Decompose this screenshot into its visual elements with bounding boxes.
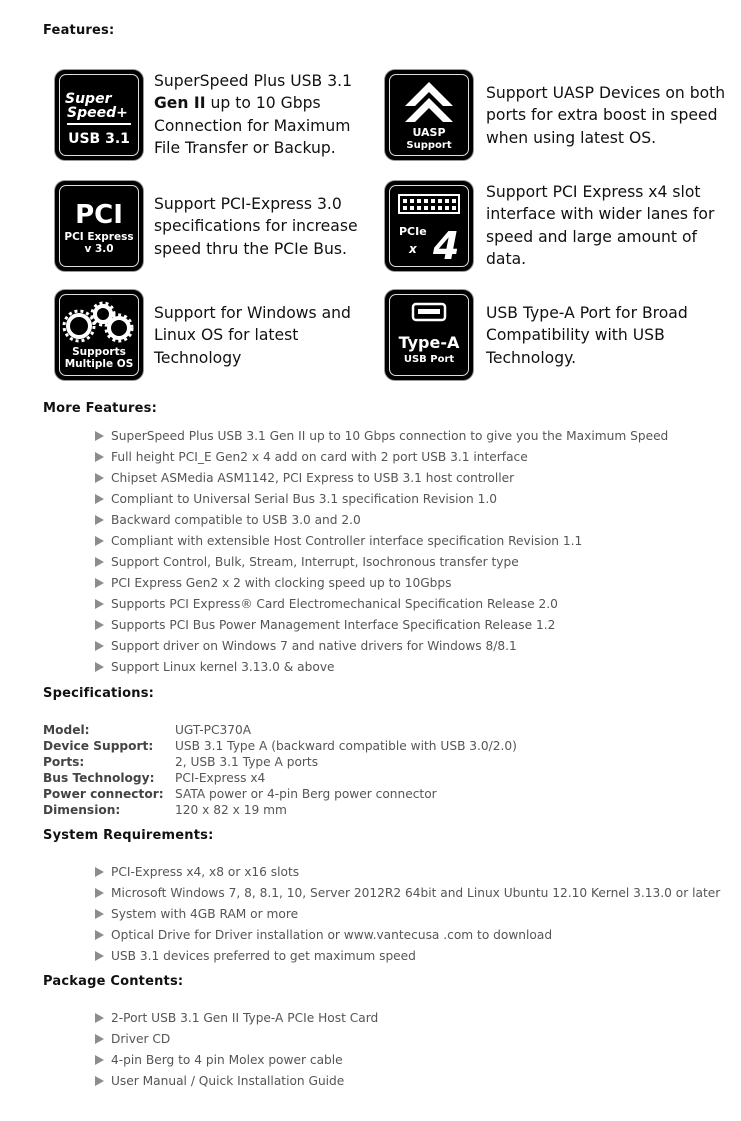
bullet-arrow-icon: [95, 641, 104, 651]
more-features-list: [94, 426, 668, 678]
bullet-arrow-icon: [95, 557, 104, 567]
package-contents-heading: Package Contents:: [43, 974, 184, 989]
icon-text: USB Port: [403, 354, 455, 365]
spec-row: [43, 722, 517, 738]
spec-label: Dimension:: [43, 803, 121, 817]
spec-row: [43, 738, 517, 754]
list-item-text: Supports PCI Express® Card Electromechanical Specification Release 2.0: [111, 597, 558, 611]
list-item-text: Compliant with extensible Host Controller interface specification Revision 1.1: [111, 534, 583, 548]
list-item: [94, 573, 668, 594]
package-contents-list: [94, 1008, 378, 1092]
spec-row: [43, 786, 517, 802]
bullet-arrow-icon: [95, 1076, 104, 1086]
spec-value: PCI-Express x4: [175, 771, 266, 785]
spec-row: [43, 802, 517, 818]
bullet-arrow-icon: [95, 578, 104, 588]
uasp-support-icon: [385, 70, 473, 160]
feature-pci-text: Support PCI-Express 3.0 specifications for increase speed thru the PCIe Bus.: [154, 195, 358, 258]
spec-value: 2, USB 3.1 Type A ports: [175, 755, 319, 769]
list-item-text: SuperSpeed Plus USB 3.1 Gen II up to 10 Gbps connection to give you the Maximum Speed: [111, 429, 669, 443]
feature-pcie-x4-text: Support PCI Express x4 slot interface with wider lanes for speed and large amount of data.: [486, 183, 715, 268]
list-item: [94, 468, 668, 489]
list-item-text: Support driver on Windows 7 and native drivers for Windows 8/8.1: [111, 639, 517, 653]
list-item: [94, 1029, 378, 1050]
spec-label: Device Support:: [43, 739, 154, 753]
superspeed-usb31-icon: [55, 70, 143, 160]
list-item: [94, 489, 668, 510]
list-item: [94, 426, 668, 447]
more-features-heading: More Features:: [43, 401, 157, 416]
bullet-arrow-icon: [95, 1034, 104, 1044]
feature-superspeed-text: SuperSpeed Plus USB 3.1 Gen II up to 10 Gbps Connection for Maximum File Transfer or Backup.: [154, 72, 352, 157]
icon-text: Supports: [72, 346, 126, 358]
list-item: [94, 657, 668, 678]
system-requirements-heading: System Requirements:: [43, 828, 214, 843]
bullet-arrow-icon: [95, 515, 104, 525]
list-item-text: USB 3.1 devices preferred to get maximum speed: [111, 949, 416, 963]
specifications-table: [43, 722, 517, 818]
list-item: [94, 510, 668, 531]
list-item: [94, 552, 668, 573]
icon-text: PCI Express: [64, 231, 134, 243]
list-item-text: Support Linux kernel 3.13.0 & above: [111, 660, 335, 674]
list-item: [94, 1008, 378, 1029]
list-item: [94, 636, 668, 657]
icon-text: Type-A: [398, 333, 460, 352]
list-item: [94, 594, 668, 615]
icon-text: 4: [433, 224, 460, 268]
list-item: [94, 1050, 378, 1071]
list-item: [94, 946, 720, 967]
specifications-heading: Specifications:: [43, 686, 155, 701]
icon-text: Support: [406, 140, 452, 151]
system-requirements-list: [94, 862, 720, 967]
feature-multiple-os-text: Support for Windows and Linux OS for latest Technology: [154, 304, 351, 367]
list-item-text: Support Control, Bulk, Stream, Interrupt, Isochronous transfer type: [111, 555, 519, 569]
bullet-arrow-icon: [95, 888, 104, 898]
bullet-arrow-icon: [95, 494, 104, 504]
icon-text: UASP: [412, 126, 446, 139]
spec-label: Model:: [43, 723, 90, 737]
list-item-text: Backward compatible to USB 3.0 and 2.0: [111, 513, 361, 527]
feature-type-a-text: USB Type-A Port for Broad Compatibility with USB Technology.: [486, 304, 688, 367]
spec-value: USB 3.1 Type A (backward compatible with USB 3.0/2.0): [175, 739, 517, 753]
pci-express-icon: [55, 181, 143, 271]
icon-text: USB 3.1: [68, 131, 130, 147]
list-item: [94, 447, 668, 468]
icon-text: PCI: [75, 200, 123, 230]
list-item: [94, 925, 720, 946]
list-item: [94, 531, 668, 552]
spec-row: [43, 754, 517, 770]
feature-uasp-text: Support UASP Devices on both ports for extra boost in speed when using latest OS.: [486, 84, 726, 147]
spec-value: UGT-PC370A: [175, 723, 252, 737]
bullet-arrow-icon: [95, 1013, 104, 1023]
bullet-arrow-icon: [95, 662, 104, 672]
bullet-arrow-icon: [95, 431, 104, 441]
icon-text: v 3.0: [84, 243, 114, 255]
bullet-arrow-icon: [95, 599, 104, 609]
icon-text: x: [409, 242, 417, 256]
list-item-text: User Manual / Quick Installation Guide: [111, 1074, 345, 1088]
list-item-text: Full height PCI_E Gen2 x 4 add on card with 2 port USB 3.1 interface: [111, 450, 528, 464]
multiple-os-icon: [55, 290, 143, 380]
list-item-text: Driver CD: [111, 1032, 171, 1046]
icon-text: Super: [65, 91, 112, 107]
icon-text: Multiple OS: [64, 358, 134, 370]
icon-text: Speed+: [67, 105, 128, 121]
bullet-arrow-icon: [95, 867, 104, 877]
bullet-arrow-icon: [95, 1055, 104, 1065]
spec-label: Bus Technology:: [43, 771, 155, 785]
spec-value: SATA power or 4-pin Berg power connector: [175, 787, 437, 801]
bullet-arrow-icon: [95, 536, 104, 546]
spec-row: [43, 770, 517, 786]
spec-label: Power connector:: [43, 787, 164, 801]
pcie-x4-icon: [385, 181, 473, 271]
icon-text: PCIe: [399, 225, 427, 238]
list-item-text: Supports PCI Bus Power Management Interface Specification Release 1.2: [111, 618, 556, 632]
bullet-arrow-icon: [95, 452, 104, 462]
spec-label: Ports:: [43, 755, 85, 769]
list-item-text: System with 4GB RAM or more: [111, 907, 299, 921]
list-item-text: PCI Express Gen2 x 2 with clocking speed up to 10Gbps: [111, 576, 452, 590]
list-item-text: Compliant to Universal Serial Bus 3.1 specification Revision 1.0: [111, 492, 497, 506]
list-item: [94, 883, 720, 904]
list-item: [94, 904, 720, 925]
list-item: [94, 1071, 378, 1092]
list-item-text: Microsoft Windows 7, 8, 8.1, 10, Server 2012R2 64bit and Linux Ubuntu 12.10 Kernel 3.13.0 or later: [111, 886, 721, 900]
spec-value: 120 x 82 x 19 mm: [175, 803, 287, 817]
list-item-text: Chipset ASMedia ASM1142, PCI Express to USB 3.1 host controller: [111, 471, 515, 485]
list-item-text: 4-pin Berg to 4 pin Molex power cable: [111, 1053, 343, 1067]
list-item-text: PCI-Express x4, x8 or x16 slots: [111, 865, 300, 879]
bullet-arrow-icon: [95, 951, 104, 961]
list-item: [94, 615, 668, 636]
list-item: [94, 862, 720, 883]
list-item-text: 2-Port USB 3.1 Gen II Type-A PCIe Host Card: [111, 1011, 379, 1025]
bullet-arrow-icon: [95, 620, 104, 630]
bullet-arrow-icon: [95, 473, 104, 483]
bullet-arrow-icon: [95, 930, 104, 940]
features-heading: Features:: [43, 23, 115, 38]
bullet-arrow-icon: [95, 909, 104, 919]
list-item-text: Optical Drive for Driver installation or www.vantecusa .com to download: [111, 928, 553, 942]
type-a-usb-port-icon: [385, 290, 473, 380]
